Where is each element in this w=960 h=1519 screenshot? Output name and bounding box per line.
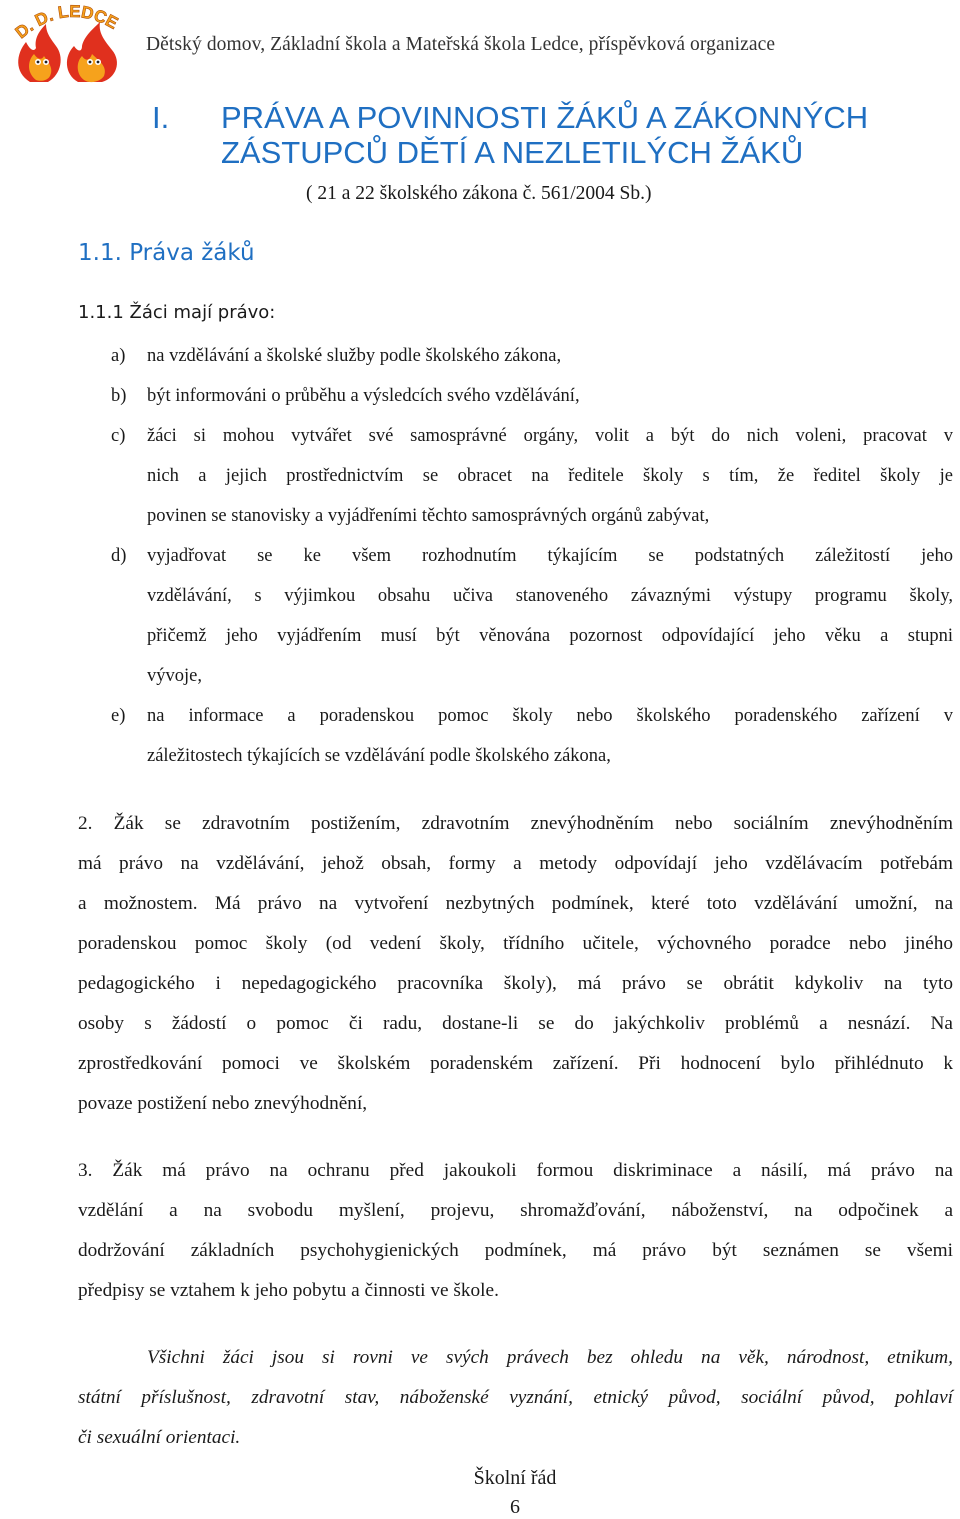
equality-line: či sexuální orientaci. — [78, 1427, 241, 1448]
section-subtitle: ( 21 a 22 školského zákona č. 561/2004 Sb.) — [306, 183, 652, 204]
list-item-line: záležitostech týkajících se vzdělávání podle školského zákona, — [147, 746, 611, 766]
list-item-line: na informace a poradenskou pomoc školy nebo školského poradenského zařízení v — [147, 706, 953, 726]
para3-line: dodržování základních psychohygienických podmínek, má právo být seznámen se všemi — [78, 1240, 953, 1261]
svg-text:D. D. LEDCE — [12, 2, 121, 42]
school-logo — [8, 2, 134, 84]
logo-text: D. D. LEDCE — [11, 2, 122, 43]
list-item-line: být informováni o průběhu a výsledcích svého vzdělávání, — [147, 386, 580, 406]
header-organization: Dětský domov, Základní škola a Mateřská škola Ledce, příspěvková organizace — [146, 34, 776, 55]
para2-line: má právo na vzdělávání, jehož obsah, formy a metody odpovídají jeho vzdělávacím potřebám — [78, 853, 953, 874]
list-item-letter: e) — [111, 706, 126, 726]
footer-title: Školní řád — [473, 1467, 557, 1489]
list-item-line: vývoje, — [147, 666, 202, 686]
page-number: 6 — [510, 1496, 520, 1518]
list-item-line: povinen se stanovisky a vyjádřeními těchto samosprávných orgánů zabývat, — [147, 506, 710, 526]
list-item-letter: b) — [111, 386, 127, 406]
subsection-title: 1.1. Práva žáků — [78, 240, 255, 266]
para3-line: předpisy se vztahem k jeho pobytu a činnosti ve škole. — [78, 1280, 499, 1301]
list-item-letter: a) — [111, 346, 126, 366]
list-item-line: přičemž jeho vyjádřením musí být věnována pozornost odpovídající jeho věku a stupni — [147, 626, 953, 646]
list-item-line: na vzdělávání a školské služby podle školského zákona, — [147, 346, 562, 366]
para2-line: povaze postižení nebo znevýhodnění, — [78, 1093, 368, 1114]
para2-line: 2. Žák se zdravotním postižením, zdravotním znevýhodněním nebo sociálním znevýhodněním — [78, 813, 953, 834]
para2-line: pedagogického i nepedagogického pracovníka školy), má právo se obrátit kdykoliv na tyto — [78, 973, 953, 994]
list-item-letter: d) — [111, 546, 127, 566]
para2-line: zprostředkování pomoci ve školském poradenském zařízení. Při hodnocení bylo přihlédnuto k — [78, 1053, 953, 1074]
para3-line: vzdělání a na svobodu myšlení, projevu, shromažďování, náboženství, na odpočinek a — [78, 1200, 953, 1221]
list-item-line: vzdělávání, s výjimkou obsahu učiva stanoveného závaznými výstupy programu školy, — [147, 586, 953, 606]
list-item-line: nich a jejich prostřednictvím se obracet na ředitele školy s tím, že ředitel školy je — [147, 466, 953, 486]
rights-heading: 1.1.1 Žáci mají právo: — [78, 302, 276, 323]
para2-line: poradenskou pomoc školy (od vedení školy, třídního učitele, výchovného poradce nebo jiného — [78, 933, 953, 954]
section-number: I. — [152, 100, 170, 135]
list-item-letter: c) — [111, 426, 126, 446]
para2-line: osoby s žádostí o pomoc či radu, dostane-li se do jakýchkoliv problémů a nesnází. Na — [78, 1013, 953, 1034]
list-item-line: vyjadřovat se ke všem rozhodnutím týkajícím se podstatných záležitostí jeho — [147, 546, 953, 566]
section-title-line2: ZÁSTUPCŮ DĚTÍ A NEZLETILÝCH ŽÁKŮ — [221, 135, 804, 170]
para3-line: 3. Žák má právo na ochranu před jakoukoli formou diskriminace a násilí, má právo na — [78, 1160, 953, 1181]
para2-line: a možnostem. Má právo na vytvoření nezbytných podmínek, které toto vzdělávání umožní, na — [78, 893, 953, 914]
equality-line: Všichni žáci jsou si rovni ve svých právech bez ohledu na věk, národnost, etnikum, — [147, 1347, 953, 1368]
section-title-line1: PRÁVA A POVINNOSTI ŽÁKŮ A ZÁKONNÝCH — [221, 100, 869, 135]
list-item-line: žáci si mohou vytvářet své samosprávné orgány, volit a být do nich voleni, pracovat v — [147, 426, 953, 446]
equality-line: státní příslušnost, zdravotní stav, náboženské vyznání, etnický původ, sociální původ, pohlaví — [78, 1387, 953, 1408]
